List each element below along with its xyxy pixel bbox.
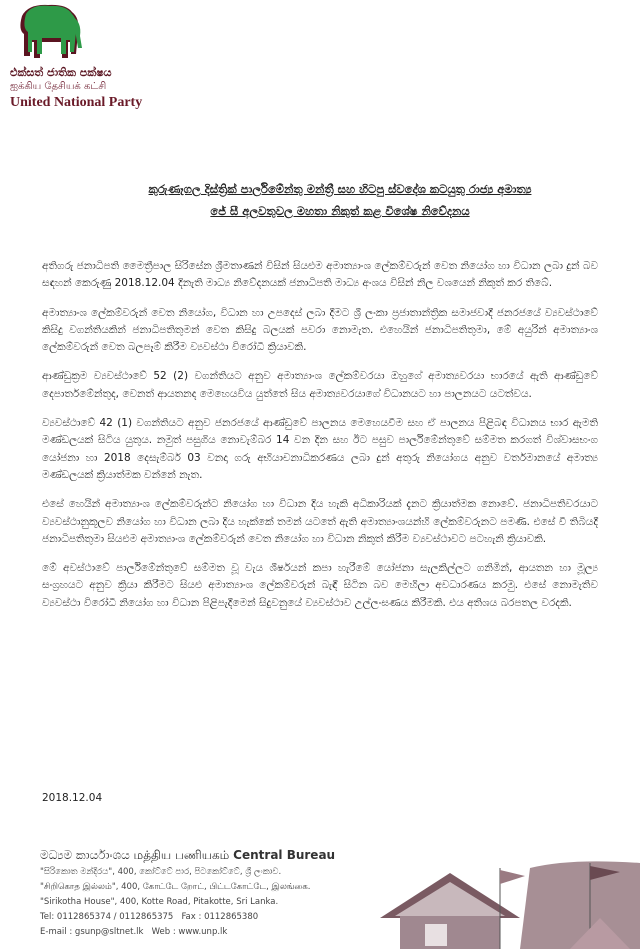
telephone: Tel: 0112865374 / 0112865375 bbox=[40, 912, 174, 922]
address-tamil: "சிறிகொத இல்லம்", 400, கோட்டே றோட், பிட்டகோட்டே, இலங்கை. bbox=[40, 882, 311, 892]
office-sinhala: මධ්‍යම කාර්යාංශය bbox=[40, 848, 130, 862]
title-line-1: කුරුණෑගල දිස්ත්‍රික් පාර්ලිමේන්තු මන්ත්‍රී සහ හිටපු ස්වදේශ කටයුතු රාජ්‍ය අමාත්‍ය bbox=[148, 182, 532, 196]
party-name-english: United National Party bbox=[10, 95, 143, 110]
title-line-2: ජේ සී අලවතුවල මහතා නිකුත් කළ විශේෂ නිවේදනය bbox=[210, 204, 470, 218]
paragraph: ව්‍යවස්ථාවේ 42 (1) වගන්තියට අනුව ජනරජයේ ආණ්ඩුවේ පාලනය මෙහෙයවීම සහ ඒ පාලනය පිළිබඳ විධානය භාර ඇමති මණ්ඩලයක් සිටිය යුතුය. නමුත් පසුගිය නොවැම්බර 14 වන දින සහ ඊට පසුව පාර්ලිමේන්තුවේ සම්මත කරගත් විශ්වාසභංග යෝජනා හා 2018 දෙසැම්බර් 03 වනදා ගරු අභියාචනාධිකරණය ලබා දුන් අතුරු නියෝගය අනුව වර්තමානයේ අමාත්‍ය මණ්ඩලයක් ක්‍රියාත්මක වන්නේ නැත. bbox=[42, 417, 598, 481]
party-name-block bbox=[10, 66, 142, 110]
document-body bbox=[42, 258, 598, 624]
paragraph: එසේ හෙයින් අමාත්‍යාංශ ලේකම්වරුන්ට නියෝග හා විධාන දිය හැකි අධිකාරියක් දැනට ක්‍රියාත්මක නොවේ. ජනාධිපතිවරයාට ව්‍යවස්ථානුකූලව නියෝග හා විධාන ලබා දිය හැක්කේ තමන් යටතේ ඇති අමාත්‍යාංශයන්හි ලේකම්වරුනට පමණි. එසේ වී තිබියදී ජනාධිපතිතුමා සියළුම අමාත්‍යාංශ ලේකම්වරුන් වෙත නියෝග හා විධාන නිකුත් කිරීම ව්‍යවස්ථාවට පටහැනි ක්‍රියාවකි. bbox=[42, 498, 598, 545]
email: E-mail : gsunp@sltnet.lk bbox=[40, 927, 144, 937]
footer-contact bbox=[40, 848, 340, 940]
document-title bbox=[100, 178, 580, 222]
party-name-sinhala: එක්සත් ජාතික පක්ෂය bbox=[10, 66, 112, 79]
phone-fax bbox=[40, 910, 340, 925]
office-tamil: மத்திய பணியகம் bbox=[133, 848, 230, 862]
elephant-logo bbox=[10, 2, 90, 62]
paragraph: අමාත්‍යාංශ ලේකම්වරුන් වෙත නියෝග, විධාන හා උපදෙස් ලබා දීමට ශ්‍රී ලංකා ප්‍රජාතාන්ත්‍රික සමාජවාදී ජනරජයේ ව්‍යවස්ථාවේ කිසිදු වගන්තියකින් ජනාධිපතිතුමන් වෙත කිසිදු බලයක් පවරා නොමැත. එහෙයින් ජනාධිපතිතුමා, මේ අයුරින් අමාත්‍යාංශ ලේකම්වරුන් වෙත බලපෑම් කිරීම ව්‍යවස්ථා විරෝධී ක්‍රියාවකි. bbox=[42, 306, 598, 354]
fax: Fax : 0112865380 bbox=[181, 912, 259, 922]
paragraph: ආණ්ඩුක්‍රම ව්‍යවස්ථාවේ 52 (2) වගන්තියට අනුව අමාත්‍යාංශ ලේකම්වරයා ඔහුගේ අමාත්‍යවරයා භාරයේ ඇති ආණ්ඩුවේ දෙපාර්තමේන්තුද, වෙනත් ආයතනද මෙහෙයවිය යුත්තේ සිය අමාත්‍යවරයාගේ විධානයට හා පාලනයට යටත්වය. bbox=[42, 370, 598, 400]
address-sinhala: "සිරිකොත මන්දිරය", 400, කෝට්ටේ පාර, පිටකෝට්ටේ, ශ්‍රී ලංකාව. bbox=[40, 867, 282, 877]
sirikotha-building-image bbox=[340, 858, 640, 949]
paragraph: අතිගරු ජනාධිපති මෛත්‍රීපාල සිරිසේන ශ්‍රීමතාණන් විසින් සියළුම අමාත්‍යාංශ ලේකම්වරුන් වෙත නියෝග හා විධාන ලබා දුන් බව සඳහන් කෙරුණු 2018.12.04 දිනැති මාධ්‍ය නිවේදනයක් ජනාධිපති මාධ්‍ය අංශය විසින් නිල වශයෙන් නිකුත් කර තිබේ. bbox=[42, 260, 598, 290]
email-web bbox=[40, 925, 340, 940]
website: Web : www.unp.lk bbox=[151, 927, 228, 937]
document-date: 2018.12.04 bbox=[42, 792, 103, 804]
paragraph: මේ අවස්ථාවේ පාර්ලිමේන්තුවේ සම්මත වූ වැය ශීර්ෂයන් කපා හැරීමේ යෝජනා සැලකිල්ලට ගනිමින්, ආයතන හා මූල්‍ය සංග්‍රහයට අනුව ක්‍රියා කිරීමට සියළු අමාත්‍යාංශ ලේකම්වරුන් බැඳී සිටින බව මෙහිලා අවධාරණය කරමු. එසේ නොමැතිව ව්‍යවස්ථා විරෝධී නියෝග හා විධාන පිළිපැදීමෙන් සිදුවනුයේ ව්‍යවස්ථාව උල්ලංඝණය කිරීමකි. එය අතිශය බරපතල වරදකි. bbox=[42, 562, 598, 609]
party-name-tamil: ஐக்கிய தேசியக் கட்சி bbox=[10, 81, 107, 92]
address-english: "Sirikotha House", 400, Kotte Road, Pitakotte, Sri Lanka. bbox=[40, 897, 279, 907]
office-heading bbox=[40, 848, 340, 863]
office-english: Central Bureau bbox=[233, 848, 336, 862]
